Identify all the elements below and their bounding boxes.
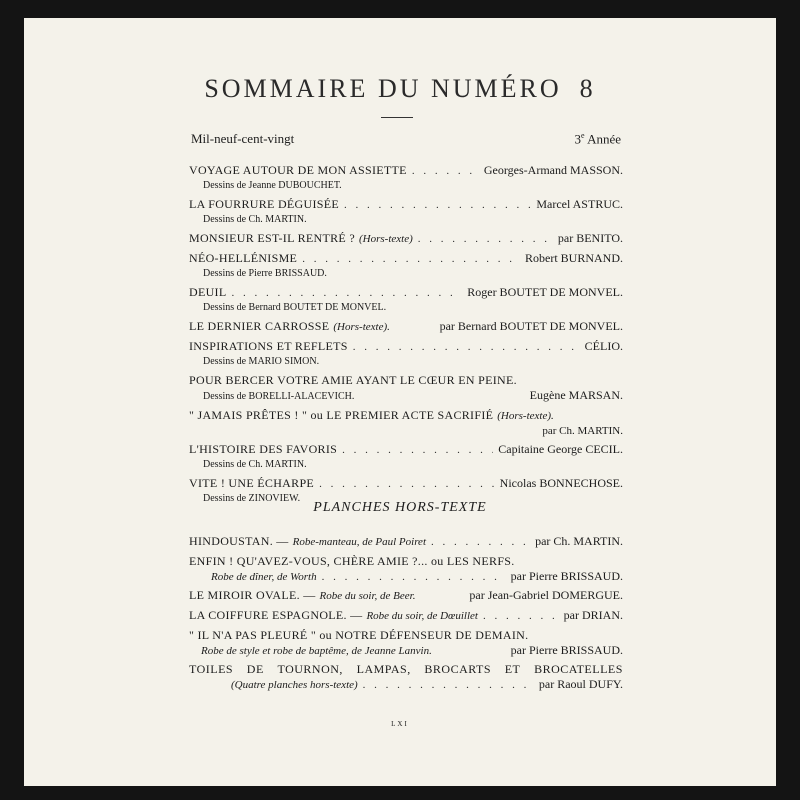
entry-title: NÉO-HELLÉNISME — [189, 251, 298, 265]
plate-artist: par Pierre BRISSAUD. — [510, 643, 623, 657]
list-item — [189, 230, 623, 247]
plate-title: " IL N'A PAS PLEURÉ " ou NOTRE DÉFENSEUR DE DEMAIN. — [189, 628, 529, 642]
list-item — [189, 627, 623, 658]
list-item — [189, 553, 623, 584]
list-item — [189, 533, 623, 550]
dot-leader — [483, 608, 559, 624]
entry-title: VOYAGE AUTOUR DE MON ASSIETTE — [189, 163, 407, 177]
dot-leader — [353, 339, 580, 355]
entry-illustrator: Dessins de Ch. MARTIN. — [203, 214, 307, 225]
magazine-page — [24, 18, 776, 786]
entry-note: (Hors-texte). — [333, 321, 390, 333]
contents-list — [189, 162, 623, 509]
entry-author: Robert BURNAND. — [525, 251, 623, 265]
dot-leader — [412, 163, 479, 179]
entry-title: L'HISTOIRE DES FAVORIS — [189, 442, 338, 456]
list-item — [189, 162, 623, 193]
annee-sup: e — [580, 131, 585, 140]
title-rule — [381, 117, 413, 118]
year-line — [191, 131, 621, 147]
dot-leader — [342, 442, 493, 458]
entry-illustrator: Dessins de Jeanne DUBOUCHET. — [203, 180, 342, 191]
plate-title-word: LAMPAS, — [356, 662, 411, 676]
list-item — [189, 587, 623, 604]
page-folio: LXI — [391, 720, 409, 728]
entry-note: (Hors-texte). — [497, 410, 554, 422]
entry-author: par Bernard BOUTET DE MONVEL. — [439, 319, 623, 333]
plate-title-word: TOURNON, — [277, 662, 343, 676]
plate-title: LA COIFFURE ESPAGNOLE. — — [189, 608, 363, 622]
entry-illustrator: Dessins de Ch. MARTIN. — [203, 459, 307, 470]
entry-author: Eugène MARSAN. — [529, 388, 623, 402]
entry-author: Capitaine George CECIL. — [498, 442, 623, 456]
list-item — [189, 607, 623, 624]
plate-artist: par DRIAN. — [563, 608, 623, 622]
plate-artist: par Jean-Gabriel DOMERGUE. — [469, 588, 623, 602]
plate-title-word: ET — [504, 662, 521, 676]
plate-note: Robe de dîner, de Worth — [211, 571, 317, 583]
entry-illustrator: Dessins de Bernard BOUTET DE MONVEL. — [203, 302, 387, 313]
list-item — [189, 407, 623, 438]
entry-author: par Ch. MARTIN. — [542, 425, 623, 437]
entry-author: Nicolas BONNECHOSE. — [499, 476, 623, 490]
annee-label — [574, 131, 621, 147]
entry-title: LA FOURRURE DÉGUISÉE — [189, 197, 340, 211]
entry-title: LE DERNIER CARROSSE — [189, 319, 330, 333]
entry-title: POUR BERCER VOTRE AMIE AYANT LE CŒUR EN PEINE. — [189, 373, 517, 387]
dot-leader — [302, 251, 520, 267]
plate-artist: par Pierre BRISSAUD. — [510, 569, 623, 583]
dot-leader — [232, 285, 463, 301]
entry-title: INSPIRATIONS ET REFLETS — [189, 339, 348, 353]
entry-title: MONSIEUR EST-IL RENTRÉ ? — [189, 231, 355, 245]
plate-title-word: BROCATELLES — [534, 662, 623, 676]
page-title — [24, 74, 776, 104]
list-item — [189, 196, 623, 227]
dot-leader — [363, 678, 534, 692]
entry-author: par BENITO. — [557, 231, 623, 245]
title-text: SOMMAIRE DU NUMÉRO — [204, 74, 562, 103]
entry-title: VITE ! UNE ÉCHARPE — [189, 476, 315, 490]
list-item — [189, 441, 623, 472]
dot-leader — [344, 197, 531, 213]
annee-number: 3 — [574, 131, 581, 147]
dot-leader — [322, 570, 506, 584]
entry-illustrator: Dessins de ZINOVIEW. — [203, 493, 301, 504]
plate-artist: par Raoul DUFY. — [538, 677, 623, 691]
entry-author: Georges-Armand MASSON. — [483, 163, 623, 177]
entry-illustrator: Dessins de Pierre BRISSAUD. — [203, 268, 327, 279]
list-item — [189, 372, 623, 404]
plate-title-word: BROCARTS — [424, 662, 492, 676]
issue-number: 8 — [579, 74, 596, 103]
entry-author: CÉLIO. — [584, 339, 623, 353]
dot-leader — [319, 476, 495, 492]
list-item — [189, 318, 623, 335]
plate-artist: par Ch. MARTIN. — [535, 534, 623, 548]
list-item — [189, 661, 623, 692]
list-item — [189, 338, 623, 369]
list-item — [189, 250, 623, 281]
entry-illustrator: Dessins de BORELLI-ALACEVICH. — [203, 391, 355, 402]
annee-word: Année — [587, 131, 621, 147]
entry-title: DEUIL — [189, 285, 227, 299]
list-item — [189, 284, 623, 315]
plate-note: (Quatre planches hors-texte) — [231, 679, 358, 691]
plate-title-word: DE — [246, 662, 264, 676]
entry-author: Roger BOUTET DE MONVEL. — [467, 285, 623, 299]
dot-leader — [431, 534, 530, 550]
plates-list — [189, 533, 623, 695]
dot-leader — [418, 231, 553, 247]
plate-note: Robe de style et robe de baptême, de Jeanne Lanvin. — [201, 645, 432, 657]
plate-note: Robe du soir, de Beer. — [319, 590, 416, 602]
plate-note: Robe-manteau, de Paul Poiret — [292, 536, 427, 548]
plate-title: HINDOUSTAN. — — [189, 534, 289, 548]
plate-title: ENFIN ! QU'AVEZ-VOUS, CHÈRE AMIE ?... ou LES NERFS. — [189, 554, 515, 568]
entry-illustrator: Dessins de MARIO SIMON. — [203, 356, 320, 367]
section-heading: PLANCHES HORS-TEXTE — [313, 500, 487, 515]
entry-author: Marcel ASTRUC. — [536, 197, 623, 211]
plate-title-word: TOILES — [189, 662, 234, 676]
plate-note: Robe du soir, de Dœuillet — [366, 610, 478, 622]
entry-title: " JAMAIS PRÊTES ! " ou LE PREMIER ACTE SACRIFIÉ — [189, 408, 494, 422]
plate-title: LE MIROIR OVALE. — — [189, 588, 316, 602]
plate-title — [189, 661, 623, 677]
year-text: Mil-neuf-cent-vingt — [191, 131, 295, 146]
entry-note: (Hors-texte) — [358, 233, 413, 245]
